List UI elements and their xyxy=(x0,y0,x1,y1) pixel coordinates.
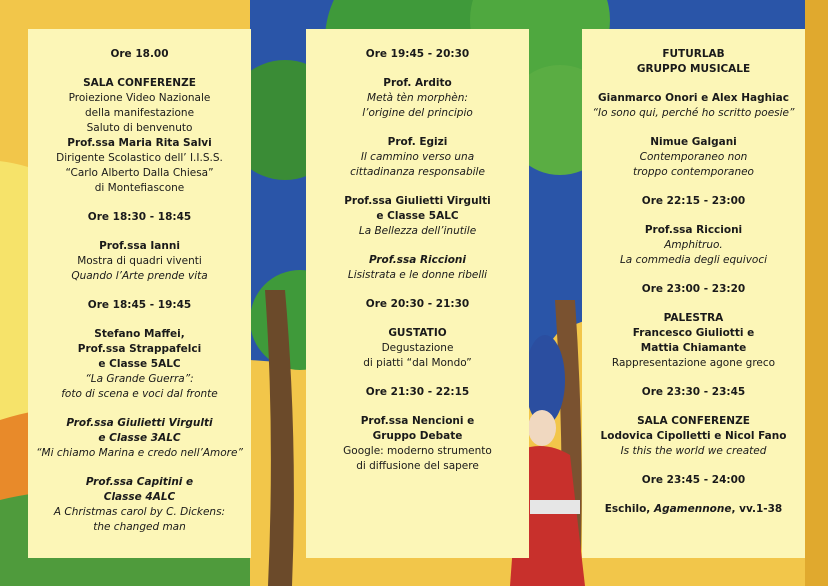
schedule-entry xyxy=(582,385,805,400)
entry-line: Lisistrata e le donne ribelli xyxy=(347,269,488,281)
entry-line: Is this the world we created xyxy=(620,445,767,457)
entry-line: Prof.ssa Riccioni xyxy=(368,254,466,266)
entry-line: Ore 18:30 - 18:45 xyxy=(87,211,192,223)
schedule-entry xyxy=(306,253,529,283)
entry-line: Ore 18.00 xyxy=(110,48,169,60)
entry-line: Prof.ssa Capitini e xyxy=(85,476,194,488)
entry-line: Francesco Giuliotti e xyxy=(632,327,755,339)
entry-line: Ore 22:15 - 23:00 xyxy=(641,195,746,207)
program-column-3 xyxy=(582,29,805,558)
schedule-entry xyxy=(28,210,251,225)
entry-line: “Mi chiamo Marina e credo nell’Amore” xyxy=(36,447,243,459)
entry-line: Prof. Egizi xyxy=(387,136,448,148)
schedule-entry xyxy=(28,76,251,196)
entry-line: FUTURLAB xyxy=(662,48,725,60)
schedule-entry xyxy=(582,135,805,180)
entry-line: Nimue Galgani xyxy=(650,136,737,148)
entry-line: foto di scena e voci dal fronte xyxy=(61,388,218,400)
schedule-entry xyxy=(582,473,805,488)
schedule-entry xyxy=(28,239,251,284)
schedule-entry xyxy=(28,47,251,62)
schedule-entry xyxy=(306,135,529,180)
schedule-entry xyxy=(582,47,805,77)
entry-line: di diffusione del sapere xyxy=(356,460,479,472)
schedule-entry xyxy=(306,414,529,474)
entry-line: Ore 18:45 - 19:45 xyxy=(87,299,192,311)
entry-line: Mattia Chiamante xyxy=(640,342,747,354)
program-column-2 xyxy=(306,29,529,558)
entry-line: Prof.ssa Nencioni e xyxy=(360,415,475,427)
entry-line: Proiezione Video Nazionale xyxy=(68,92,211,104)
entry-line: Prof.ssa Maria Rita Salvi xyxy=(67,137,212,149)
schedule-entry xyxy=(582,282,805,297)
schedule-entry xyxy=(28,327,251,402)
schedule-entry xyxy=(582,414,805,459)
entry-line: Ore 23:00 - 23:20 xyxy=(641,283,746,295)
entry-line: Il cammino verso una xyxy=(360,151,475,163)
entry-line: the changed man xyxy=(93,521,186,533)
entry-line: Prof.ssa Ianni xyxy=(99,240,180,252)
schedule-entry xyxy=(28,475,251,535)
schedule-entry xyxy=(306,194,529,239)
entry-line: Mostra di quadri viventi xyxy=(77,255,202,267)
entry-line: Prof.ssa Giulietti Virgulti xyxy=(344,195,491,207)
schedule-entry xyxy=(28,298,251,313)
entry-text-part: , vv.1-38 xyxy=(731,503,783,515)
entry-line: SALA CONFERENZE xyxy=(637,415,750,427)
entry-line: Ore 23:45 - 24:00 xyxy=(641,474,746,486)
entry-line: Metà tèn morphèn: xyxy=(367,92,468,104)
schedule-entry xyxy=(306,385,529,400)
entry-line: Prof. Ardito xyxy=(383,77,452,89)
schedule-entry xyxy=(582,502,805,517)
entry-line: SALA CONFERENZE xyxy=(83,77,196,89)
schedule-entry xyxy=(582,311,805,371)
schedule-entry xyxy=(306,47,529,62)
entry-line: “Carlo Alberto Dalla Chiesa” xyxy=(65,167,214,179)
entry-line: cittadinanza responsabile xyxy=(350,166,485,178)
entry-line: Ore 23:30 - 23:45 xyxy=(641,386,746,398)
entry-line: Prof.ssa Giulietti Virgulti xyxy=(66,417,213,429)
program-column-1 xyxy=(28,29,251,558)
entry-text-part: Agamennone xyxy=(653,503,732,515)
entry-line: di Montefiascone xyxy=(94,182,185,194)
entry-line: “La Grande Guerra”: xyxy=(85,373,194,385)
entry-line: Degustazione xyxy=(381,342,454,354)
entry-line: Prof.ssa Strappafelci xyxy=(77,343,202,355)
entry-line: Gruppo Debate xyxy=(372,430,463,442)
entry-line: GUSTATIO xyxy=(388,327,447,339)
schedule-entry xyxy=(28,416,251,461)
entry-line: di piatti “dal Mondo” xyxy=(363,357,472,369)
entry-line: troppo contemporaneo xyxy=(633,166,754,178)
entry-line: Amphitruo. xyxy=(664,239,723,251)
entry-line: e Classe 5ALC xyxy=(376,210,459,222)
entry-line: A Christmas carol by C. Dickens: xyxy=(53,506,226,518)
entry-line: La Bellezza dell’inutile xyxy=(358,225,477,237)
entry-line: Ore 20:30 - 21:30 xyxy=(365,298,470,310)
entry-line: Ore 21:30 - 22:15 xyxy=(365,386,470,398)
schedule-entry xyxy=(582,194,805,209)
schedule-entry xyxy=(306,297,529,312)
entry-line: GRUPPO MUSICALE xyxy=(636,63,751,75)
entry-line: Dirigente Scolastico dell’ I.I.S.S. xyxy=(56,152,223,164)
entry-text-part: Eschilo, xyxy=(604,503,654,515)
schedule-entry xyxy=(582,223,805,268)
schedule-entry xyxy=(306,76,529,121)
entry-line: Rappresentazione agone greco xyxy=(611,357,776,369)
schedule-entry xyxy=(306,326,529,371)
entry-line: Prof.ssa Riccioni xyxy=(644,224,743,236)
entry-line xyxy=(582,502,805,517)
schedule-entry xyxy=(582,91,805,121)
entry-line: Classe 4ALC xyxy=(103,491,176,503)
entry-line: PALESTRA xyxy=(663,312,724,324)
entry-line: e Classe 5ALC xyxy=(98,358,181,370)
entry-line: e Classe 3ALC xyxy=(98,432,181,444)
entry-line: La commedia degli equivoci xyxy=(619,254,768,266)
entry-line: l’origine del principio xyxy=(362,107,473,119)
entry-line: Ore 19:45 - 20:30 xyxy=(365,48,470,60)
entry-line: Saluto di benvenuto xyxy=(86,122,193,134)
entry-line: della manifestazione xyxy=(84,107,195,119)
entry-line: Google: moderno strumento xyxy=(343,445,492,457)
entry-line: Gianmarco Onori e Alex Haghiac xyxy=(598,92,789,104)
entry-line: “Io sono qui, perché ho scritto poesie” xyxy=(592,107,795,119)
entry-line: Quando l’Arte prende vita xyxy=(71,270,208,282)
entry-line: Stefano Maffei, xyxy=(94,328,185,340)
entry-line: Contemporaneo non xyxy=(639,151,748,163)
entry-line: Lodovica Cipolletti e Nicol Fano xyxy=(600,430,787,442)
